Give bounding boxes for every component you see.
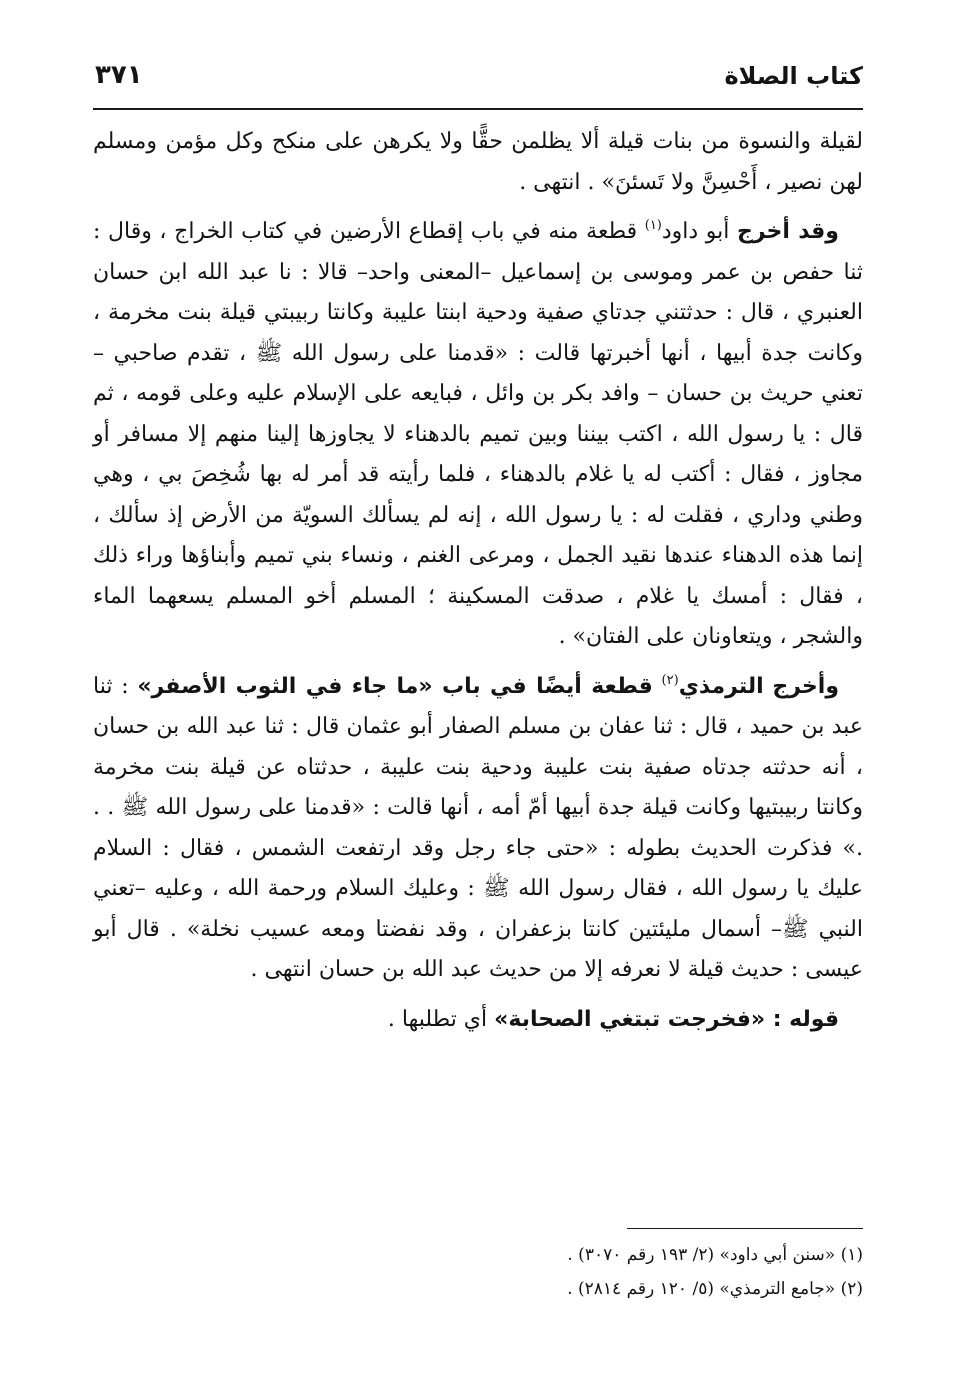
running-header (93, 58, 863, 110)
paragraph-4-text: أي تطلبها . (387, 1006, 488, 1032)
footnote-marker-1: (١) (644, 218, 662, 233)
paragraph-2 (93, 212, 863, 658)
page-number: ٣٧١ (95, 60, 143, 90)
paragraph-2-lead: وقد أخرج (737, 219, 839, 244)
paragraph-2-text: قطعة منه في باب إقطاع الأرضين في كتاب الخراج ، وقال : ثنا حفص بن عمر وموسى بن إسماعيل –المعنى واحد– قالا : نا عبد الله ابن حسان العنبري ، قال : حدثتني جدتاي صفية ودحية ابنتا عليبة وكانتا ربيبتي قيلة بنت مخرمة ، وكانت جدة أبيها ، أنها أخبرتها قالت : «قدمنا على رسول الله ﷺ ، تقدم صاحبي – تعني حريث بن حسان – وافد بكر بن وائل ، فبايعه على الإسلام عليه وعلى قومه ، ثم قال : يا رسول الله ، اكتب بيننا وبين تميم بالدهناء لا يجاوزها إلينا منهم إلا مسافر أو مجاوز ، فقال : أكتب له يا غلام بالدهناء ، فلما رأيته قد أمر له بها شُخِصَ بي ، وهي وطني وداري ، فقلت له : يا رسول الله ، إنه لم يسألك السويّة من الأرض إذ سألك ، إنما هذه الدهناء عندها نقيد الجمل ، ومرعى الغنم ، ونساء بني تميم وأبناؤها وراء ذلك ، فقال : أمسك يا غلام ، صدقت المسكينة ؛ المسلم أخو المسلم يسعهما الماء والشجر ، ويتعاونان على الفتان» . (93, 219, 863, 649)
book-title: كتاب الصلاة (724, 62, 863, 90)
paragraph-1 (93, 122, 863, 203)
footnotes (93, 1238, 863, 1306)
paragraph-1-text: لقيلة والنسوة من بنات قيلة ألا يظلمن حقًّا ولا يكرهن على منكح وكل مؤمن ومسلم لهن نصير ، أَحْسِنَّ ولا تَسئنَ» . انتهى . (93, 129, 863, 195)
paragraph-3 (93, 667, 863, 991)
paragraph-4-lemma: قوله : «فخرجت تبتغي الصحابة» (494, 1006, 839, 1032)
footnote-1: (١) «سنن أبي داود» (٢/ ١٩٣ رقم ٣٠٧٠) . (567, 1245, 863, 1265)
main-text (93, 122, 863, 1049)
paragraph-3-chapter: قطعة أيضًا في باب «ما جاء في الثوب الأصفر» (137, 673, 653, 699)
footnote-separator (627, 1228, 863, 1229)
paragraph-4 (93, 1000, 863, 1041)
footnote-marker-2: (٢) (661, 672, 679, 688)
paragraph-3-text: : ثنا عبد بن حميد ، قال : ثنا عفان بن مسلم الصفار أبو عثمان قال : ثنا عبد الله بن حسان ، أنه حدثته جدتاه صفية بنت عليبة ودحية بنت عليبة ، حدثتاه عن قيلة بنت مخرمة وكانتا ربيبتيها وكانت قيلة جدة أبيها أمّ أمه ، أنها قالت : «قدمنا على رسول الله ﷺ . . .» فذكرت الحديث بطوله : «حتى جاء رجل وقد ارتفعت الشمس ، فقال : السلام عليك يا رسول الله ، فقال رسول الله ﷺ : وعليك السلام ورحمة الله ، وعليه –تعني النبي ﷺ– أسمال مليئتين كانتا بزعفران ، وقد نفضتا ومعه عسيب نخلة» . قال أبو عيسى : حديث قيلة لا نعرفه إلا من حديث عبد الله بن حسان انتهى . (93, 673, 863, 982)
paragraph-3-source: الترمذي (678, 673, 764, 699)
footnote-2: (٢) «جامع الترمذي» (٥/ ١٢٠ رقم ٢٨١٤) . (567, 1279, 863, 1299)
paragraph-3-lead: وأخرج (772, 673, 840, 699)
paragraph-2-source: أبو داود (661, 219, 730, 244)
